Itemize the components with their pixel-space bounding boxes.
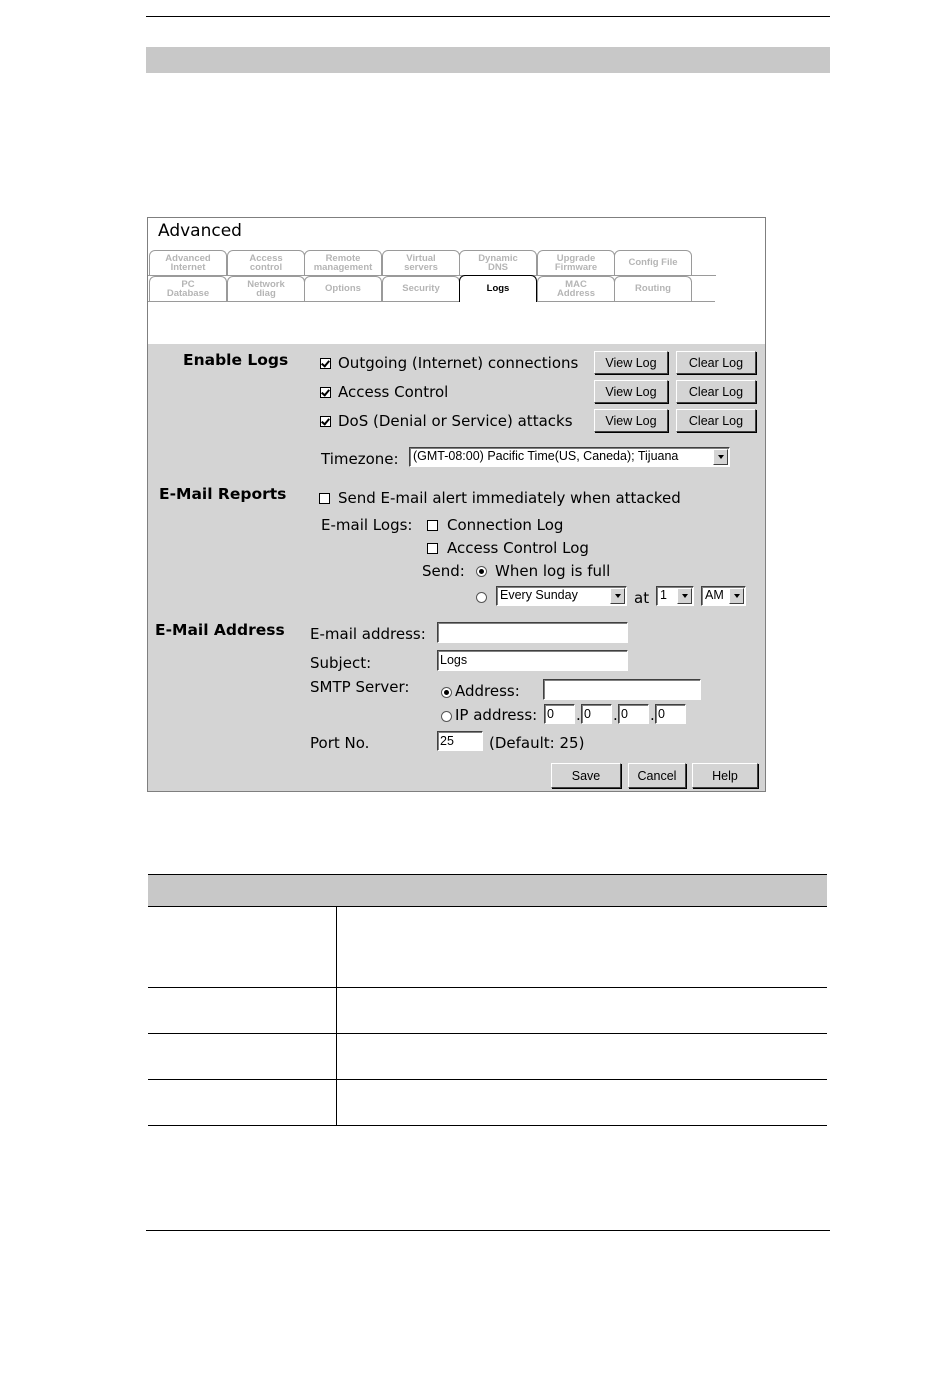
at-label: at bbox=[634, 589, 650, 607]
when-full-label: When log is full bbox=[495, 562, 611, 580]
clear-log-dos-button[interactable]: Clear Log bbox=[676, 409, 756, 432]
access-control-log-label: Access Control Log bbox=[447, 539, 589, 557]
page-title: Advanced bbox=[158, 221, 242, 241]
help-button[interactable]: Help bbox=[692, 763, 758, 788]
table-row bbox=[148, 1034, 827, 1080]
tab-baseline bbox=[148, 301, 459, 302]
port-input[interactable]: 25 bbox=[437, 731, 483, 751]
table-row bbox=[148, 988, 827, 1034]
smtp-ip-radio[interactable] bbox=[441, 711, 452, 722]
enable-logs-heading: Enable Logs bbox=[183, 351, 289, 369]
email-address-heading: E-Mail Address bbox=[155, 621, 285, 639]
tab-label: Config File bbox=[628, 257, 678, 269]
connection-log-checkbox[interactable] bbox=[427, 520, 438, 531]
table-column-divider bbox=[336, 907, 337, 1126]
tab-routing[interactable] bbox=[614, 276, 692, 301]
tab-logs[interactable] bbox=[459, 275, 537, 302]
dos-label: DoS (Denial or Service) attacks bbox=[338, 412, 573, 430]
tab-dynamic-dns[interactable] bbox=[459, 250, 537, 275]
tab-label: MAC Address bbox=[556, 278, 595, 299]
send-alert-label: Send E-mail alert immediately when attacked bbox=[338, 489, 681, 507]
top-rule bbox=[146, 16, 830, 17]
bottom-rule bbox=[146, 1230, 830, 1231]
table-row bbox=[148, 1080, 827, 1126]
tab-pc-database[interactable] bbox=[149, 276, 227, 301]
timezone-value: (GMT-08:00) Pacific Time(US, Caneda); Tijuana bbox=[413, 449, 679, 463]
chevron-down-icon[interactable] bbox=[610, 588, 625, 604]
smtp-server-label: SMTP Server: bbox=[310, 678, 410, 696]
ip-octet-4[interactable]: 0 bbox=[655, 704, 686, 724]
tab-config-file[interactable] bbox=[614, 250, 692, 275]
tab-access-control[interactable] bbox=[227, 250, 305, 275]
tab-label: Virtual servers bbox=[404, 252, 438, 273]
schedule-radio[interactable] bbox=[476, 592, 487, 603]
tab-virtual-servers[interactable] bbox=[382, 250, 460, 275]
ip-octet-1[interactable]: 0 bbox=[544, 704, 575, 724]
schedule-hour-value: 1 bbox=[660, 588, 667, 602]
chevron-down-icon[interactable] bbox=[713, 449, 728, 465]
timezone-label: Timezone: bbox=[321, 450, 399, 468]
email-address-label: E-mail address: bbox=[310, 625, 426, 643]
port-default-note: (Default: 25) bbox=[489, 734, 585, 752]
port-label: Port No. bbox=[310, 734, 370, 752]
logs-panel bbox=[148, 344, 765, 792]
tab-label: Routing bbox=[635, 283, 671, 295]
clear-log-outgoing-button[interactable]: Clear Log bbox=[676, 351, 756, 374]
tab-options[interactable] bbox=[304, 276, 382, 301]
email-reports-heading: E-Mail Reports bbox=[159, 485, 287, 503]
smtp-address-label: Address: bbox=[455, 682, 520, 700]
tab-label: Access control bbox=[249, 252, 283, 273]
schedule-hour-select[interactable] bbox=[656, 586, 694, 606]
when-full-radio[interactable] bbox=[476, 566, 487, 577]
ip-octet-3[interactable]: 0 bbox=[618, 704, 649, 724]
tab-label: Upgrade Firmware bbox=[554, 252, 598, 273]
clear-log-access-button[interactable]: Clear Log bbox=[676, 380, 756, 403]
tab-mac-address[interactable] bbox=[537, 276, 615, 301]
ip-octet-2[interactable]: 0 bbox=[581, 704, 612, 724]
view-log-outgoing-button[interactable]: View Log bbox=[594, 351, 668, 374]
subject-label: Subject: bbox=[310, 654, 372, 672]
header-bar bbox=[146, 47, 830, 73]
tab-label: Security bbox=[402, 283, 440, 295]
tab-advanced-internet[interactable] bbox=[149, 250, 227, 275]
ip-separator: . bbox=[650, 706, 655, 724]
tab-remote-management[interactable] bbox=[304, 250, 382, 275]
tab-security[interactable] bbox=[382, 276, 460, 301]
tab-label: Logs bbox=[486, 283, 510, 295]
table-header bbox=[148, 874, 827, 907]
email-address-input[interactable] bbox=[437, 622, 628, 643]
access-control-label: Access Control bbox=[338, 383, 449, 401]
access-control-log-checkbox[interactable] bbox=[427, 543, 438, 554]
tab-label: Advanced Internet bbox=[165, 252, 211, 273]
tab-label: Dynamic DNS bbox=[478, 252, 518, 273]
schedule-day-select[interactable] bbox=[496, 586, 627, 606]
access-control-checkbox[interactable] bbox=[320, 387, 331, 398]
tab-label: Options bbox=[325, 283, 361, 295]
chevron-down-icon[interactable] bbox=[677, 588, 692, 604]
ip-separator: . bbox=[613, 706, 618, 724]
dos-checkbox[interactable] bbox=[320, 416, 331, 427]
table-row bbox=[148, 907, 827, 988]
schedule-ampm-value: AM bbox=[705, 588, 724, 602]
connection-log-label: Connection Log bbox=[447, 516, 564, 534]
timezone-select[interactable] bbox=[409, 447, 730, 467]
smtp-address-radio[interactable] bbox=[441, 687, 452, 698]
email-logs-label: E-mail Logs: bbox=[321, 516, 413, 534]
tab-label: Network diag bbox=[247, 278, 285, 299]
view-log-access-button[interactable]: View Log bbox=[594, 380, 668, 403]
tab-upgrade-firmware[interactable] bbox=[537, 250, 615, 275]
subject-input[interactable]: Logs bbox=[437, 650, 628, 671]
tab-network-diag[interactable] bbox=[227, 276, 305, 301]
schedule-ampm-select[interactable] bbox=[701, 586, 746, 606]
send-label: Send: bbox=[422, 562, 465, 580]
tab-baseline-right bbox=[537, 301, 715, 302]
save-button[interactable]: Save bbox=[551, 763, 621, 788]
tab-label: Remote management bbox=[313, 252, 373, 273]
ip-separator: . bbox=[576, 706, 581, 724]
chevron-down-icon[interactable] bbox=[729, 588, 744, 604]
outgoing-label: Outgoing (Internet) connections bbox=[338, 354, 579, 372]
cancel-button[interactable]: Cancel bbox=[628, 763, 686, 788]
smtp-ip-label: IP address: bbox=[455, 706, 538, 724]
send-alert-checkbox[interactable] bbox=[319, 493, 330, 504]
tab-label: PC Database bbox=[166, 278, 210, 299]
schedule-day-value: Every Sunday bbox=[500, 588, 578, 602]
view-log-dos-button[interactable]: View Log bbox=[594, 409, 668, 432]
smtp-address-input[interactable] bbox=[543, 679, 701, 700]
outgoing-checkbox[interactable] bbox=[320, 358, 331, 369]
logs-screen bbox=[147, 217, 766, 792]
